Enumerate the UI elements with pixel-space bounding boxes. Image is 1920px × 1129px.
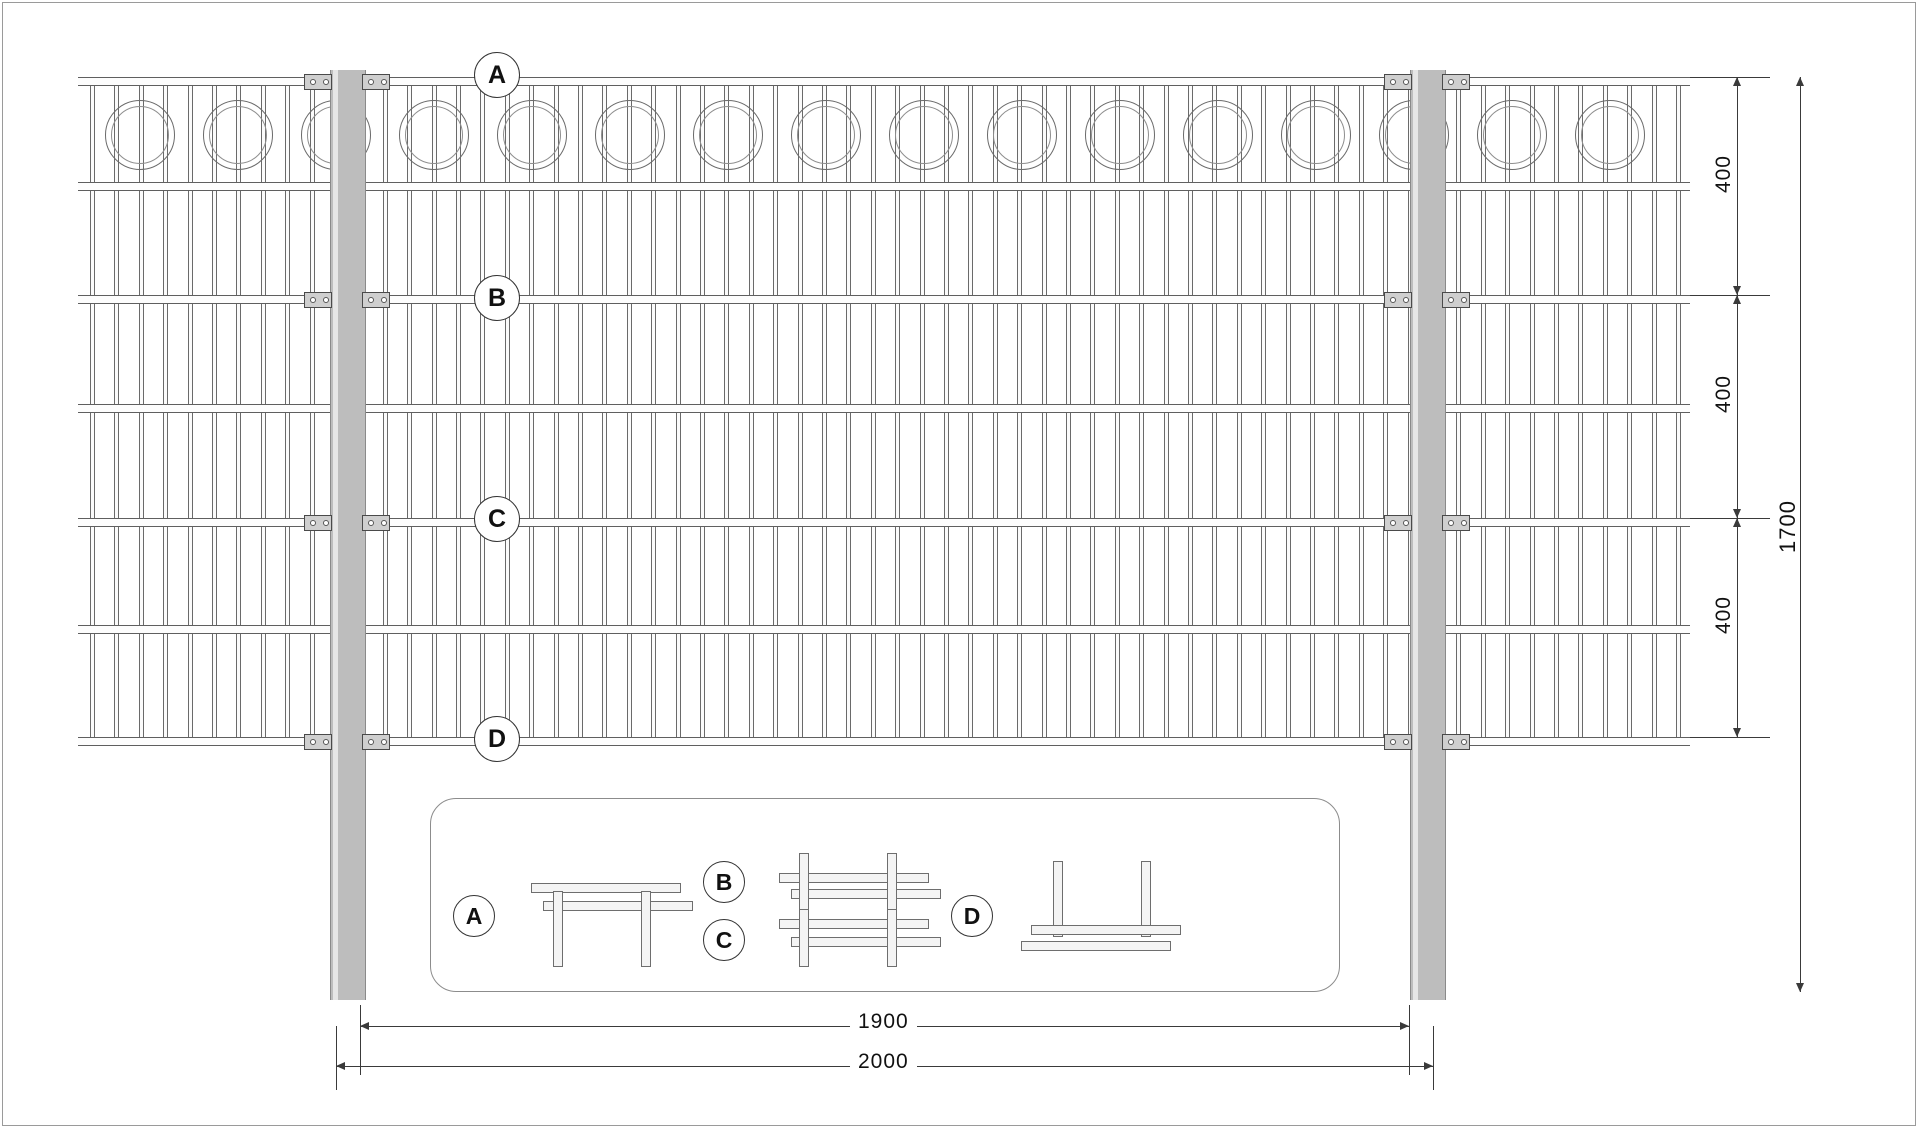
clamp-bolt	[323, 739, 329, 745]
clamp-bolt	[1403, 297, 1409, 303]
clamp-bolt	[1403, 520, 1409, 526]
fence-post-highlight	[1413, 70, 1418, 1000]
dim-ext-c	[1690, 518, 1770, 519]
rail-clamp	[1384, 515, 1412, 531]
dim-arrow	[1733, 295, 1741, 304]
mesh-horizontal-rail	[78, 625, 1690, 634]
legend-label-c: C	[715, 926, 733, 953]
clamp-bolt	[323, 79, 329, 85]
dim-ext-right-2000	[1433, 1026, 1434, 1090]
legend-label-d: D	[963, 902, 981, 929]
rail-clamp	[1442, 74, 1470, 90]
callout-d[interactable]	[474, 716, 520, 762]
detail-legend-box	[430, 798, 1340, 992]
dim-arrow	[360, 1022, 369, 1030]
callout-b-label: B	[487, 283, 507, 312]
clamp-bolt	[310, 520, 316, 526]
mesh-ring-inner	[895, 106, 953, 164]
dim-arrow	[336, 1062, 345, 1070]
rail-clamp	[362, 515, 390, 531]
dim-line-400-bottom	[1737, 518, 1738, 737]
mesh-ring-inner	[1189, 106, 1247, 164]
mesh-ring-inner	[209, 106, 267, 164]
rail-clamp	[1442, 734, 1470, 750]
rail-clamp	[304, 292, 332, 308]
clamp-bolt	[1403, 739, 1409, 745]
dim-ext-right-1900	[1409, 1005, 1410, 1075]
clamp-bolt	[323, 297, 329, 303]
legend-bubble-d[interactable]	[951, 895, 993, 937]
mesh-ring-inner	[1287, 106, 1345, 164]
clamp-bolt	[1390, 520, 1396, 526]
callout-a[interactable]	[474, 52, 520, 98]
legend-label-b: B	[715, 868, 733, 895]
clamp-bolt	[1448, 79, 1454, 85]
legend-bubble-b[interactable]	[703, 861, 745, 903]
dim-1900: 1900	[850, 1010, 917, 1034]
clamp-bolt	[1461, 79, 1467, 85]
rail-clamp	[1442, 292, 1470, 308]
clamp-bolt	[1390, 739, 1396, 745]
detail-d-drawing	[1021, 855, 1241, 965]
fence-post-highlight	[333, 70, 338, 1000]
dim-ext-left-1900	[360, 1005, 361, 1075]
dim-1700: 1700	[1775, 500, 1800, 553]
dim-400-top: 400	[1712, 155, 1735, 194]
detail-b-drawing	[771, 847, 991, 907]
dim-400-mid: 400	[1712, 375, 1735, 414]
mesh-ring-inner	[699, 106, 757, 164]
mesh-ring-inner	[503, 106, 561, 164]
clamp-bolt	[1390, 79, 1396, 85]
rail-clamp	[304, 74, 332, 90]
clamp-bolt	[1448, 297, 1454, 303]
dim-arrow	[1733, 518, 1741, 527]
rail-clamp	[362, 734, 390, 750]
mesh-ring-inner	[1581, 106, 1639, 164]
mesh-ring-inner	[797, 106, 855, 164]
clamp-bolt	[381, 739, 387, 745]
mesh-horizontal-rail	[78, 404, 1690, 413]
dim-ext-left-2000	[336, 1026, 337, 1090]
clamp-bolt	[368, 739, 374, 745]
rail-clamp	[362, 292, 390, 308]
clamp-bolt	[310, 79, 316, 85]
clamp-bolt	[310, 297, 316, 303]
rail-clamp	[1384, 734, 1412, 750]
mesh-horizontal-rail	[78, 182, 1690, 191]
clamp-bolt	[1461, 297, 1467, 303]
clamp-bolt	[1403, 79, 1409, 85]
mesh-ring-inner	[405, 106, 463, 164]
callout-d-label: D	[487, 724, 507, 753]
clamp-bolt	[1390, 297, 1396, 303]
dim-arrow	[1733, 286, 1741, 295]
rail-clamp	[1442, 515, 1470, 531]
dim-arrow	[1796, 77, 1804, 86]
detail-a-drawing	[521, 869, 721, 969]
callout-a-label: A	[487, 60, 507, 89]
dim-arrow	[1733, 509, 1741, 518]
dim-arrow	[1424, 1062, 1433, 1070]
clamp-bolt	[368, 520, 374, 526]
callout-b[interactable]	[474, 275, 520, 321]
dim-arrow	[1733, 77, 1741, 86]
legend-label-a: A	[465, 902, 483, 929]
mesh-ring-inner	[1483, 106, 1541, 164]
clamp-bolt	[310, 739, 316, 745]
mesh-ring-inner	[1091, 106, 1149, 164]
rail-clamp	[304, 734, 332, 750]
clamp-bolt	[323, 520, 329, 526]
rail-clamp	[1384, 292, 1412, 308]
rail-clamp	[1384, 74, 1412, 90]
legend-bubble-c[interactable]	[703, 919, 745, 961]
clamp-bolt	[1461, 520, 1467, 526]
dim-arrow	[1796, 983, 1804, 992]
rail-clamp	[304, 515, 332, 531]
dim-2000: 2000	[850, 1050, 917, 1074]
dim-line-400-top	[1737, 77, 1738, 295]
callout-c-label: C	[487, 504, 507, 533]
dim-arrow	[1400, 1022, 1409, 1030]
clamp-bolt	[368, 297, 374, 303]
clamp-bolt	[1461, 739, 1467, 745]
dim-ext-top	[1690, 77, 1770, 78]
rail-clamp	[362, 74, 390, 90]
mesh-ring-inner	[111, 106, 169, 164]
mesh-ring-inner	[993, 106, 1051, 164]
dim-ext-b	[1690, 295, 1770, 296]
mesh-ring-inner	[601, 106, 659, 164]
clamp-bolt	[381, 297, 387, 303]
clamp-bolt	[381, 79, 387, 85]
dim-400-bottom: 400	[1712, 596, 1735, 635]
dim-ext-d	[1690, 737, 1770, 738]
clamp-bolt	[1448, 520, 1454, 526]
clamp-bolt	[1448, 739, 1454, 745]
dim-arrow	[1733, 728, 1741, 737]
clamp-bolt	[368, 79, 374, 85]
legend-bubble-a[interactable]	[453, 895, 495, 937]
clamp-bolt	[381, 520, 387, 526]
callout-c[interactable]	[474, 496, 520, 542]
dim-line-400-mid	[1737, 295, 1738, 518]
